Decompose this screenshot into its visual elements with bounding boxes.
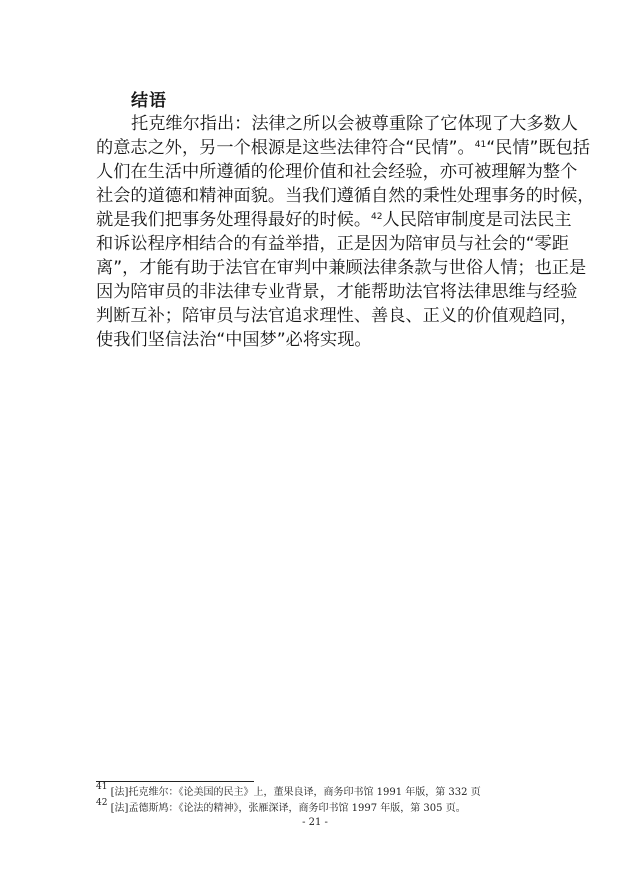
body-line	[96, 256, 587, 280]
body-line	[96, 160, 578, 184]
body-text: 托克维尔指出：法律之所以会被尊重除了它体现了大多数人	[131, 114, 578, 134]
body-text: 人们在生活中所遵循的伦理价值和社会经验，亦可被理解为整个	[96, 162, 578, 182]
body-text: 判断互补；陪审员与法官追求理性、善良、正义的价值观趋同，	[96, 306, 578, 326]
body-line	[96, 208, 572, 232]
body-line	[96, 304, 578, 328]
body-line	[96, 136, 590, 160]
body-line	[96, 328, 372, 352]
body-text: 因为陪审员的非法律专业背景，才能帮助法官将法律思维与经验	[96, 282, 578, 302]
body-line	[96, 232, 569, 256]
footnote-text: [法]孟德斯鸠：《论法的精神》，张雁深译，商务印书馆 1997 年版，第 305 页。	[110, 803, 466, 814]
footnote-ref-41[interactable]: 41	[474, 140, 487, 150]
footnote-ref-42[interactable]: 42	[371, 212, 383, 222]
body-text: 社会的道德和精神面貌。当我们遵循自然的秉性处理事务的时候，	[96, 186, 595, 206]
section-heading: 结语	[131, 91, 167, 111]
body-text: 使我们坚信法治“中国梦”必将实现。	[96, 330, 372, 350]
footnote-text: [法]托克维尔：《论美国的民主》上，董果良译，商务印书馆 1991 年版，第 332 页	[110, 787, 481, 798]
footnote-number: 41	[96, 782, 108, 792]
body-text: 离”，才能有助于法官在审判中兼顾法律条款与世俗人情；也正是	[96, 258, 587, 278]
body-line	[96, 184, 595, 208]
body-text: 人民陪审制度是司法民主	[382, 210, 572, 230]
body-text: 和诉讼程序相结合的有益举措，正是因为陪审员与社会的“零距	[96, 234, 569, 254]
body-text: 就是我们把事务处理得最好的时候。	[96, 210, 372, 230]
body-line	[131, 112, 578, 136]
body-line	[96, 280, 578, 304]
body-text: 的意志之外，另一个根源是这些法律符合“民情”。	[96, 138, 475, 158]
footnote-41	[96, 782, 481, 800]
footnote-number: 42	[96, 798, 108, 808]
body-text: “民情”既包括	[486, 138, 590, 158]
footnote-divider	[96, 781, 254, 782]
footnote-42	[96, 798, 466, 816]
page-number: - 21 -	[302, 817, 328, 828]
